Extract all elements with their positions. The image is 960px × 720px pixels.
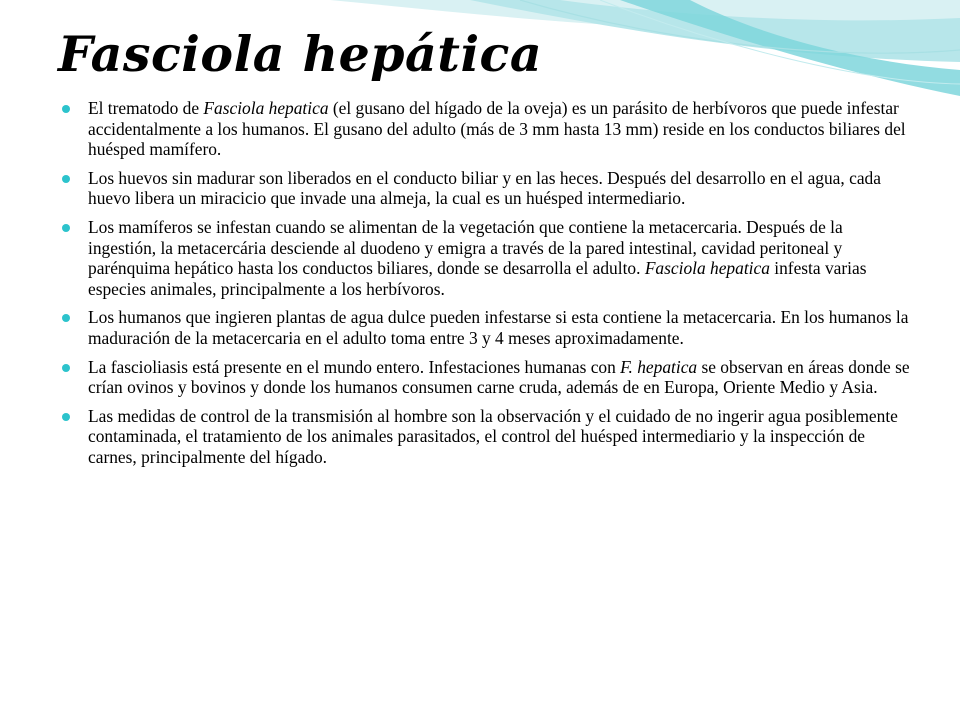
bullet-dot-icon [62,105,70,113]
bullet-text: se observan en áreas donde se crían ovinos y bovinos y donde los humanos consumen carne cruda, además de en Europa, Oriente Medio y Asia. [88,356,910,398]
bullet-item [60,98,910,160]
page-title: Fasciola hepática [58,25,543,83]
bullet-dot-icon [62,314,70,322]
bullet-item [60,168,910,209]
bullet-text-italic: F. hepatica [620,356,698,377]
bullet-dot-icon [62,175,70,183]
bullet-text: La fascioliasis está presente en el mundo entero. Infestaciones humanas con [88,356,621,377]
bullet-text-italic: Fasciola hepatica [644,258,770,279]
bullet-item [60,307,910,348]
bullet-text: Los huevos sin madurar son liberados en el conducto biliar y en las heces. Después del desarrollo en el agua, cada huevo libera un miracicio que invade una almeja, la cual es un huésped intermediario. [88,167,881,209]
bullet-dot-icon [62,413,70,421]
bullet-text: Los mamíferos se infestan cuando se alimentan de la vegetación que contiene la metacercaria. Después de la ingestión, la metacercária desciende al duodeno y emigra a través de la pared intestinal, cavidad peritoneal y parénquima hepático hasta los conductos biliares, donde se desarrolla el adulto. [88,216,843,279]
bullet-text: El trematodo de [88,98,204,118]
bullet-text-italic: Fasciola hepatica [203,98,329,118]
bullet-item [60,217,910,299]
bullet-item [60,357,910,398]
bullet-text: Los humanos que ingieren plantas de agua dulce pueden infestarse si esta contiene la metacercaria. En los humanos la maduración de la metacercaria en el adulto toma entre 3 y 4 meses aproximadamente. [88,307,909,348]
bullet-dot-icon [62,364,70,372]
bullet-text: Las medidas de control de la transmisión al hombre son la observación y el cuidado de no ingerir agua posiblemente contaminada, el tratamiento de los animales parasitados, el control del huésped intermediario y la inspección de carnes, principalmente del hígado. [88,405,898,467]
bullet-list [60,98,910,476]
bullet-text: infesta varias especies animales, principalmente a los herbívoros. [88,258,867,299]
bullet-item [60,406,910,468]
bullet-dot-icon [62,224,70,232]
bullet-text: (el gusano del hígado de la oveja) es un parásito de herbívoros que puede infestar accidentalmente a los humanos. El gusano del adulto (más de 3 mm hasta 13 mm) reside en los conductos biliares del huésped mamífero. [88,98,906,160]
